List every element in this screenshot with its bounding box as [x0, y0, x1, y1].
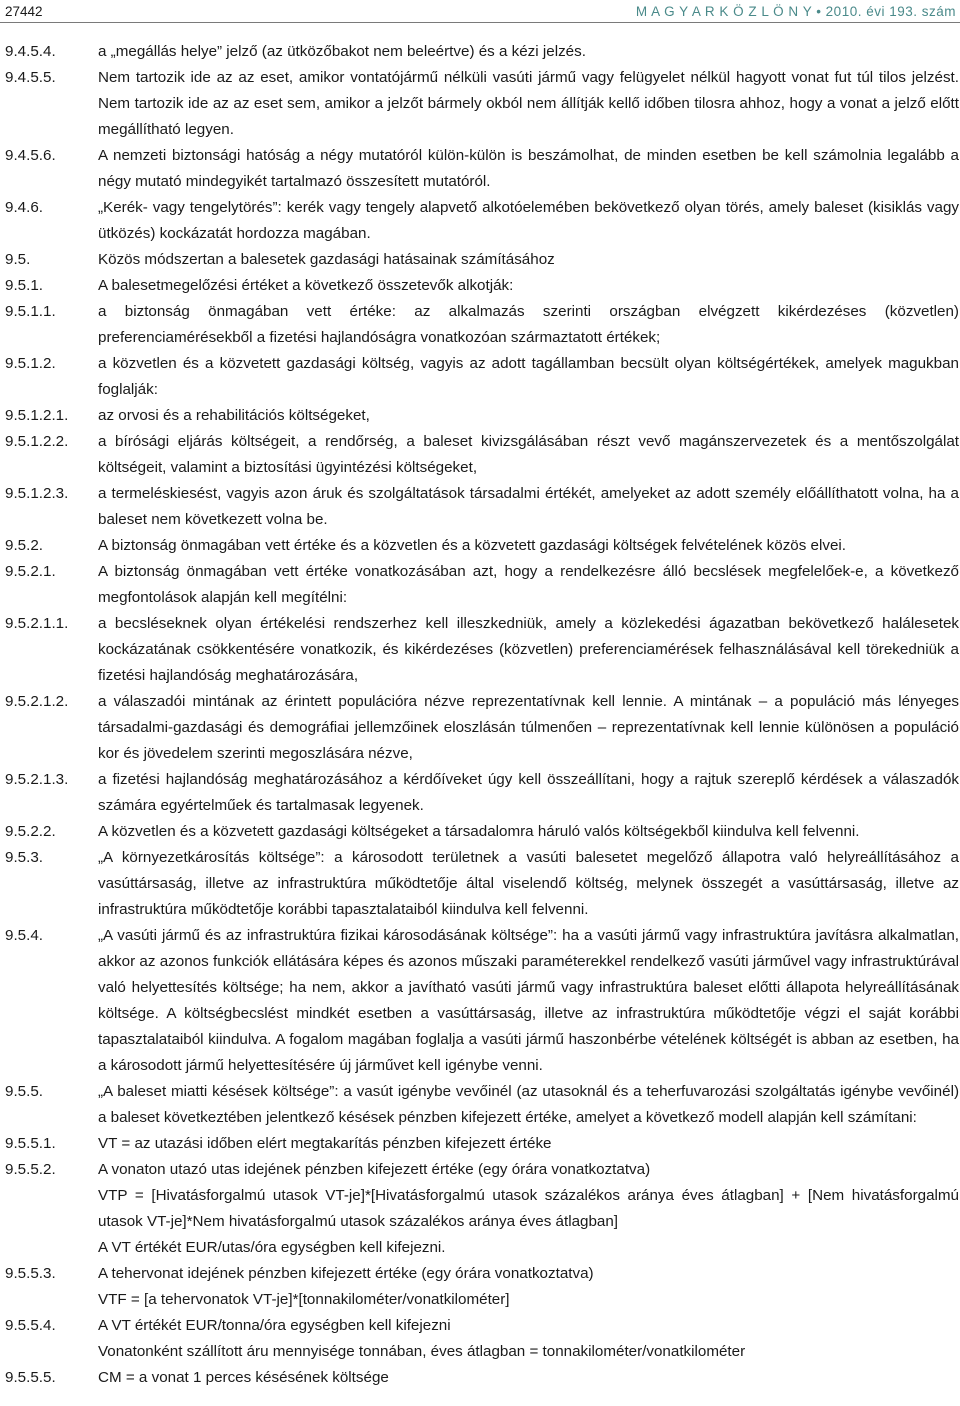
paragraph-text: A tehervonat idejének pénzben kifejezett értéke (egy órára vonatkoztatva): [98, 1265, 594, 1282]
paragraph-number: 9.5.1.1.: [5, 303, 56, 320]
paragraph-number: 9.5.5.3.: [5, 1265, 56, 1282]
paragraph: [5, 481, 959, 533]
paragraph-text: a fizetési hajlandóság meghatározásához a kérdőíveket úgy kell összeállítani, hogy a rajtuk szereplő kérdések a válaszadók számára egyértelműek és tartalmasak legyenek.: [98, 771, 959, 814]
paragraph-number: 9.5.5.5.: [5, 1369, 56, 1386]
header-rule: [0, 22, 960, 23]
paragraph: [5, 1235, 959, 1261]
paragraph-text: A vonaton utazó utas idejének pénzben kifejezett értéke (egy órára vonatkoztatva): [98, 1161, 651, 1178]
paragraph: [5, 65, 959, 143]
paragraph-text: Közös módszertan a balesetek gazdasági hatásainak számításához: [98, 251, 555, 268]
paragraph-number: 9.5.1.2.: [5, 355, 56, 372]
paragraph-text: „A környezetkárosítás költsége”: a károsodott területnek a vasúti balesetet megelőző állapotra való helyreállításához a vasúttársaság, illetve az infrastruktúra működtetője által viselendő költség, melynek összegét a vasúttársaság, illetve az infrastruktúra működtetője korábbi tapasztalataiból kiindulva kell felvenni.: [98, 849, 959, 918]
paragraph-text: VTF = [a tehervonatok VT-je]*[tonnakilométer/vonatkilométer]: [98, 1291, 510, 1308]
paragraph-number: 9.5.1.2.3.: [5, 485, 69, 502]
paragraph-text: a közvetlen és a közvetett gazdasági költség, vagyis az adott tagállamban becsült olyan költségértékek, amelyek magukban foglalják:: [98, 355, 959, 398]
paragraph-text: A nemzeti biztonsági hatóság a négy mutatóról külön-külön is beszámolhat, de minden esetben be kell számolnia legalább a négy mutató mindegyikét tartalmazó összesített mutatóról.: [98, 147, 959, 190]
formula-line: [5, 1287, 959, 1313]
paragraph: [5, 1313, 959, 1339]
paragraph-text: a biztonság önmagában vett értéke: az alkalmazás szerinti országban elvégzett kikérdezéses (közvetlen) preferenciamérésekből a fizetési hajlandóságra vonatkozóan származtatott értékek;: [98, 303, 959, 346]
paragraph-text: „Kerék- vagy tengelytörés”: kerék vagy tengely alapvető alkotóelemében bekövetkező olyan törés, amely baleset (kisiklás vagy ütközés) kockázatát hordozza magában.: [98, 199, 959, 242]
paragraph-number: 9.4.6.: [5, 199, 43, 216]
paragraph-text: Nem tartozik ide az az eset, amikor vontatójármű nélküli vasúti jármű vagy felügyelet nélkül hagyott vonat fut túl tilos jelzést. Nem tartozik ide az az eset sem, amikor a jelzőt bármely okból nem állítják kellő időben tilosra ahhoz, hogy a vonat a jelző előtt megállítható legyen.: [98, 69, 959, 138]
paragraph-number: 9.5.1.2.1.: [5, 407, 69, 424]
paragraph-number: 9.5.1.: [5, 277, 43, 294]
paragraph-text: a válaszadói mintának az érintett populációra nézve reprezentatívnak kell lennie. A mintának – a populáció más lényeges társadalmi-gazdasági és demográfiai jellemzőinek eloszlásán túlmenően – reprezentatívnak kell lennie különösen a populáció kor és jövedelem szerinti megoszlására nézve,: [98, 693, 959, 762]
paragraph-number: 9.5.5.1.: [5, 1135, 56, 1152]
paragraph-number: [5, 1287, 98, 1313]
paragraph-number: [5, 1183, 98, 1235]
paragraph-number: 9.5.2.1.1.: [5, 615, 69, 632]
paragraph-text: a termeléskiesést, vagyis azon áruk és szolgáltatások társadalmi értékét, amelyeket az adott személy előállíthatott volna, ha a baleset nem következett volna be.: [98, 485, 959, 528]
paragraph-number: 9.5.4.: [5, 927, 43, 944]
paragraph-text: a becsléseknek olyan értékelési rendszerhez kell illeszkedniük, amely a közlekedési ágazatban bekövetkező halálesetek kockázatának csökkentésére vonatkozik, és kikérdezéses (közvetlen) preferenciamérések felhasználásával kell törekedniük a fizetési hajlandóság meghatározására,: [98, 615, 959, 684]
paragraph-number: 9.5.5.2.: [5, 1161, 56, 1178]
paragraph-text: VT = az utazási időben elért megtakarítás pénzben kifejezett értéke: [98, 1135, 552, 1152]
paragraph: [5, 403, 959, 429]
formula-line: [5, 1183, 959, 1235]
paragraph: [5, 923, 959, 1079]
paragraph-number: 9.5.3.: [5, 849, 43, 866]
paragraph: [5, 689, 959, 767]
paragraph-number: 9.5.5.: [5, 1083, 43, 1100]
paragraph: [5, 1079, 959, 1131]
paragraph-text: A biztonság önmagában vett értéke és a közvetlen és a közvetett gazdasági költségek felvételének közös elvei.: [98, 537, 847, 554]
paragraph-text: „A baleset miatti késések költsége”: a vasút igénybe vevőinél (az utasoknál és a teherfuvarozási szolgáltatás igénybe vevőinél) a baleset következtében jelentkező késések pénzben kifejezett értéke, amelyet a következő modell alapján kell számítani:: [98, 1083, 959, 1126]
paragraph-text: a „megállás helye” jelző (az ütközőbakot nem beleértve) és a kézi jelzés.: [98, 43, 586, 60]
paragraph: [5, 1261, 959, 1287]
paragraph: [5, 1131, 959, 1157]
paragraph-text: CM = a vonat 1 perces késésének költsége: [98, 1369, 389, 1386]
paragraph-number: 9.5.2.1.2.: [5, 693, 69, 710]
paragraph-text: „A vasúti jármű és az infrastruktúra fizikai károsodásának költsége”: ha a vasúti jármű vagy infrastruktúra javításra alkalmatlan, akkor az azonos funkciók ellátására képes és azonos műszaki paraméterekkel rendelkező vasúti járművel vagy infrastruktúrával való helyettesítés költsége; ha nem, akkor a javítható vasúti jármű vagy infrastruktúra baleset előtti állapota helyreállításának költsége. A költségbecslést mindkét esetben a vasúttársaság, illetve az infrastruktúra működtetője végzi el saját korábbi tapasztalataiból kiindulva. A fogalom magában foglalja a vasúti jármű haszonbérbe vételének költségét is abban az esetben, ha a károsodott jármű helyettesítésére új járművet kell igénybe venni.: [98, 927, 959, 1074]
paragraph: [5, 1365, 959, 1391]
paragraph-text: A VT értékét EUR/tonna/óra egységben kell kifejezni: [98, 1317, 451, 1334]
section-heading: [5, 247, 959, 273]
paragraph: [5, 39, 959, 65]
paragraph: [5, 429, 959, 481]
paragraph: [5, 351, 959, 403]
page-header: [5, 0, 956, 22]
paragraph-number: 9.5.1.2.2.: [5, 433, 69, 450]
paragraph: [5, 559, 959, 611]
paragraph: [5, 533, 959, 559]
paragraph-text: az orvosi és a rehabilitációs költségeket,: [98, 407, 370, 424]
paragraph-text: A biztonság önmagában vett értéke vonatkozásában azt, hogy a rendelkezésre álló becslések megfelelőek-e, a következő megfontolások alapján kell megítélni:: [98, 563, 959, 606]
publication-title: M A G Y A R K Ö Z L Ö N Y • 2010. évi 193. szám: [635, 3, 956, 19]
paragraph: [5, 143, 959, 195]
paragraph-number: 9.5.: [5, 251, 31, 268]
paragraph-number: 9.5.2.2.: [5, 823, 56, 840]
paragraph: [5, 299, 959, 351]
paragraph: [5, 845, 959, 923]
paragraph: [5, 273, 959, 299]
paragraph-text: A VT értékét EUR/utas/óra egységben kell kifejezni.: [98, 1239, 446, 1256]
paragraph-number: 9.5.2.: [5, 537, 43, 554]
paragraph: [5, 819, 959, 845]
paragraph-number: 9.5.5.4.: [5, 1317, 56, 1334]
paragraph-number: [5, 1339, 98, 1365]
paragraph-number: 9.4.5.6.: [5, 147, 56, 164]
page-number: 27442: [5, 3, 43, 19]
paragraph-number: 9.4.5.5.: [5, 69, 56, 86]
paragraph-text: A balesetmegelőzési értéket a következő összetevők alkotják:: [98, 277, 514, 294]
paragraph-text: VTP = [Hivatásforgalmú utasok VT-je]*[Hivatásforgalmú utasok százalékos aránya éves átlagban] + [Nem hivatásforgalmú utasok VT-je]*Nem hivatásforgalmú utasok százalékos aránya éves átlagban]: [98, 1187, 959, 1230]
document-body: [5, 39, 959, 1391]
paragraph: [5, 1157, 959, 1183]
paragraph-text: Vonatonként szállított áru mennyisége tonnában, éves átlagban = tonnakilométer/vonatkilométer: [98, 1343, 746, 1360]
paragraph-text: a bírósági eljárás költségeit, a rendőrség, a baleset kivizsgálásában részt vevő magánszervezetek és a mentőszolgálat költségeit, valamint a biztosítási ügyintézési költségeket,: [98, 433, 959, 476]
paragraph-number: 9.5.2.1.3.: [5, 771, 69, 788]
paragraph-text: A közvetlen és a közvetett gazdasági költségeket a társadalomra háruló valós költségekből kiindulva kell felvenni.: [98, 823, 860, 840]
paragraph-number: 9.5.2.1.: [5, 563, 56, 580]
paragraph-number: [5, 1235, 98, 1261]
formula-line: [5, 1339, 959, 1365]
paragraph: [5, 767, 959, 819]
paragraph: [5, 195, 959, 247]
paragraph-number: 9.4.5.4.: [5, 43, 56, 60]
paragraph: [5, 611, 959, 689]
